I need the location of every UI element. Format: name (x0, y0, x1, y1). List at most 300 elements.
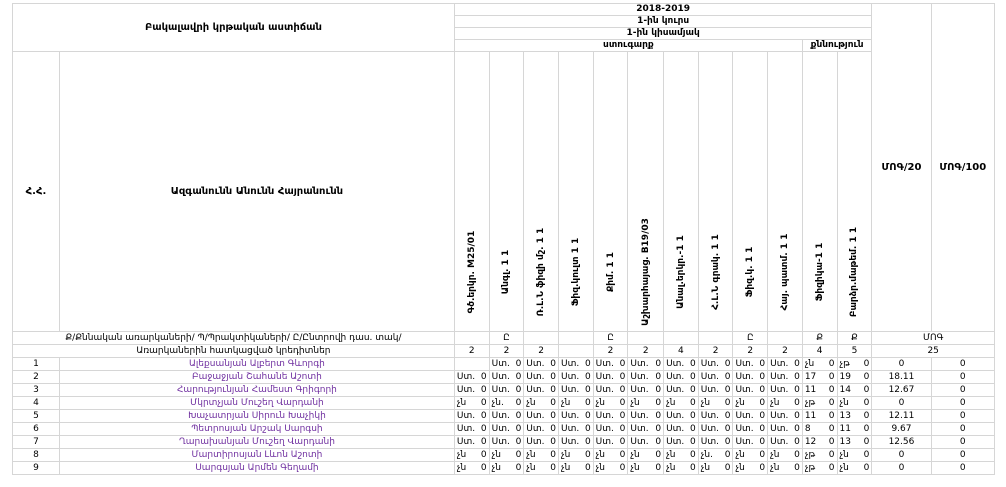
credits-total: 25 (872, 345, 995, 358)
grade-value: Ստ. (595, 424, 614, 434)
grade-value: չն (770, 450, 780, 460)
credits-label: Առարկաներին հատկացված կրեդիտներ (13, 345, 455, 358)
grade-value: Ստ. (666, 437, 685, 447)
grade-points: 0 (863, 398, 870, 408)
grade-points: 0 (655, 450, 662, 460)
student-name: Ղարախանյան Մուշեղ Վարդանի (59, 436, 454, 449)
grade-points: 0 (655, 398, 662, 408)
grade-points: 0 (828, 398, 835, 408)
table-row (13, 436, 995, 449)
table-row (13, 358, 995, 371)
grade-value: չն (735, 398, 745, 408)
subject-label: Ֆիզ.կ. 1 1 (745, 246, 756, 298)
grade-points: 0 (724, 359, 731, 369)
gpa100-value: 0 (931, 358, 994, 371)
grade-value: չն (666, 398, 676, 408)
grade-points: 0 (584, 411, 591, 421)
grade-value: Ստ. (666, 385, 685, 395)
grade-cell (733, 371, 768, 384)
grade-value: չն. (700, 450, 713, 460)
grades-table (12, 3, 995, 475)
grade-points: 0 (619, 450, 626, 460)
grade-value: չն (456, 450, 467, 460)
grade-value: չն (735, 463, 745, 473)
student-number: 1 (13, 358, 60, 371)
grade-cell (454, 462, 489, 475)
grade-cell (698, 462, 733, 475)
grade-value: Ստ. (770, 424, 789, 434)
grade-points: 0 (759, 437, 766, 447)
grade-cell (628, 384, 664, 397)
grade-value: Ստ. (491, 411, 510, 421)
gpa100-value: 0 (931, 449, 994, 462)
subject-header (489, 52, 524, 332)
grade-points: 0 (724, 398, 731, 408)
grade-value: Ստ. (560, 411, 580, 421)
grade-points: 0 (759, 411, 766, 421)
grade-cell (628, 462, 664, 475)
grade-value: չն (526, 398, 536, 408)
subject-label: Անալ.երկր.-1 1 (675, 235, 686, 309)
grade-points: 0 (690, 398, 696, 408)
grade-cell (524, 371, 559, 384)
student-number: 8 (13, 449, 60, 462)
semester: 1-ին կիսամյակ (454, 28, 871, 40)
table-row (13, 384, 995, 397)
subject-header (524, 52, 559, 332)
grade-points: 0 (550, 372, 556, 382)
grade-value: Ստ. (491, 359, 510, 369)
grade-points: 0 (619, 411, 626, 421)
grade-value: Ստ. (770, 372, 789, 382)
subject-type: Ք (802, 332, 837, 345)
grade-value: չն (770, 398, 780, 408)
gpa100-value: 0 (931, 397, 994, 410)
grade-value: չն (595, 398, 606, 408)
gpa100-value: 0 (931, 410, 994, 423)
grade-points: 0 (828, 450, 835, 460)
grade-value: չն (560, 450, 571, 460)
grade-points: 0 (759, 450, 766, 460)
grade-cell (698, 410, 733, 423)
grade-value: չթ (804, 463, 816, 473)
grade-cell (524, 423, 559, 436)
gpa100-value: 0 (931, 423, 994, 436)
grade-cell (628, 410, 664, 423)
grade-value: 8 (804, 424, 811, 434)
grade-value: Ստ. (700, 372, 719, 382)
gpa20-value: 12.56 (872, 436, 931, 449)
grade-value: Ստ. (630, 411, 649, 421)
grade-value: չթ (804, 450, 816, 460)
grade-value: չն (456, 398, 467, 408)
grade-cell (489, 436, 524, 449)
grade-cell (454, 410, 489, 423)
grade-cell (802, 462, 837, 475)
grade-value: Ստ. (630, 437, 649, 447)
grade-points: 0 (515, 411, 522, 421)
grade-cell (698, 423, 733, 436)
grade-points: 0 (724, 450, 731, 460)
grade-value: Ստ. (456, 385, 476, 395)
grade-cell (768, 436, 803, 449)
grade-points: 0 (619, 359, 626, 369)
subject-label: Ֆիզիկա-1 1 (814, 242, 825, 302)
subject-credit: 2 (593, 345, 628, 358)
grade-points: 0 (690, 372, 696, 382)
grade-points: 0 (480, 463, 487, 473)
grade-value: Ստ. (630, 359, 649, 369)
grade-value: 11 (839, 424, 851, 434)
grade-value: Ստ. (666, 372, 685, 382)
grade-value: Ստ. (735, 359, 754, 369)
subject-label: Գծ.երկր. M25/01 (466, 230, 477, 314)
grade-cell (628, 358, 664, 371)
grade-value: չն (456, 463, 467, 473)
grade-value: չթ (839, 359, 850, 369)
grade-points: 0 (480, 372, 487, 382)
grade-points: 0 (515, 463, 522, 473)
gpa20-value: 0 (872, 462, 931, 475)
grade-value: Ստ. (491, 372, 510, 382)
subject-credit: 2 (733, 345, 768, 358)
grade-value: Ստ. (735, 385, 754, 395)
grade-value: Ստ. (456, 424, 476, 434)
grade-points: 0 (794, 463, 800, 473)
subject-credit (558, 345, 593, 358)
grade-points: 0 (690, 437, 696, 447)
grade-cell (837, 410, 872, 423)
grade-value: Ստ. (491, 437, 510, 447)
student-number: 7 (13, 436, 60, 449)
subject-header (454, 52, 489, 332)
grade-points: 0 (828, 424, 835, 434)
grade-cell (698, 358, 733, 371)
grade-cell (664, 449, 699, 462)
grade-value: Ստ. (595, 385, 614, 395)
grade-cell (628, 423, 664, 436)
grade-cell (802, 423, 837, 436)
grade-cell (628, 436, 664, 449)
grade-cell (768, 462, 803, 475)
grade-points: 0 (584, 450, 591, 460)
grade-value: Ստ. (735, 424, 754, 434)
grade-value: Ստ. (491, 424, 510, 434)
grade-points: 0 (584, 359, 591, 369)
grade-value: չն (770, 463, 780, 473)
subject-credit: 2 (454, 345, 489, 358)
subject-label: Ռ.Լ.Ն ֆիզի մշ. 1 1 (536, 227, 547, 317)
grade-cell (558, 397, 593, 410)
grade-value: Ստ. (770, 411, 789, 421)
subject-type (558, 332, 593, 345)
grade-points: 0 (794, 398, 800, 408)
grade-points: 0 (759, 385, 766, 395)
grade-cell (837, 449, 872, 462)
grade-points: 0 (655, 385, 662, 395)
grade-cell (489, 410, 524, 423)
grade-value: Ստ. (526, 385, 545, 395)
grade-value: չն (560, 398, 571, 408)
subject-header (802, 52, 837, 332)
grade-cell (733, 449, 768, 462)
grade-cell (802, 384, 837, 397)
table-row (13, 371, 995, 384)
grade-points: 0 (828, 385, 835, 395)
grade-cell (837, 397, 872, 410)
grade-value: Ստ. (526, 424, 545, 434)
subject-header (698, 52, 733, 332)
grade-points: 0 (550, 411, 556, 421)
grade-value: Ստ. (595, 372, 614, 382)
grade-points: 0 (724, 463, 731, 473)
gpa20-value: 0 (872, 397, 931, 410)
student-number: 6 (13, 423, 60, 436)
grade-points: 0 (794, 411, 800, 421)
grade-points: 0 (655, 359, 662, 369)
grade-cell (802, 397, 837, 410)
subject-type: Ը (593, 332, 628, 345)
grade-value: չն (526, 450, 536, 460)
grade-value: չն (804, 359, 815, 369)
grade-cell (558, 384, 593, 397)
grade-points: 0 (863, 437, 870, 447)
grade-points: 0 (759, 359, 766, 369)
grade-points: 0 (480, 450, 487, 460)
grade-cell (593, 423, 628, 436)
grade-value: 11 (804, 385, 817, 395)
grade-cell (524, 410, 559, 423)
grade-points: 0 (584, 398, 591, 408)
grade-cell (524, 436, 559, 449)
grade-cell (802, 410, 837, 423)
grade-value: Ստ. (700, 359, 719, 369)
grade-cell (768, 384, 803, 397)
subject-label: Անգլ. 1 1 (501, 249, 512, 295)
grade-cell (664, 384, 699, 397)
grade-cell (768, 397, 803, 410)
grade-cell (489, 449, 524, 462)
grade-value: չն (666, 450, 676, 460)
grade-points: 0 (794, 424, 800, 434)
student-name: Հարությունյան Համեստ Գրիգորի (59, 384, 454, 397)
grade-points: 0 (655, 437, 662, 447)
grade-cell (733, 397, 768, 410)
grade-cell (454, 384, 489, 397)
grade-value: Ստ. (560, 359, 580, 369)
grade-value: չն (839, 398, 849, 408)
grade-value: չն (630, 463, 640, 473)
grade-points: 0 (515, 372, 522, 382)
grade-value: Ստ. (526, 359, 545, 369)
grade-points: 0 (794, 372, 800, 382)
subject-label: Բարձր.մաթեմ. 1 1 (849, 226, 860, 318)
grade-cell (837, 436, 872, 449)
grade-points: 0 (759, 372, 766, 382)
student-name: Մկրտչյան Մուշեղ Վարդանի (59, 397, 454, 410)
grade-points: 0 (655, 424, 662, 434)
grade-value: 14 (839, 385, 851, 395)
grade-cell (733, 436, 768, 449)
grade-cell (664, 423, 699, 436)
grade-value: Ստ. (770, 437, 789, 447)
grade-points: 0 (550, 463, 556, 473)
grade-value: 13 (839, 437, 851, 447)
grade-cell (489, 371, 524, 384)
grade-points: 0 (480, 398, 487, 408)
grade-cell (664, 358, 699, 371)
grade-points: 0 (584, 437, 591, 447)
grade-cell (558, 436, 593, 449)
types-gpa: ՄՈԳ (872, 332, 995, 345)
grade-cell (558, 423, 593, 436)
grade-points: 0 (619, 463, 626, 473)
grade-cell (593, 371, 628, 384)
grade-cell (593, 384, 628, 397)
grade-value: չթ (804, 398, 816, 408)
grade-points: 0 (690, 424, 696, 434)
grade-cell (664, 397, 699, 410)
grade-cell (489, 397, 524, 410)
grade-value: Ստ. (456, 411, 476, 421)
grade-value: 19 (839, 372, 851, 382)
grade-cell (768, 410, 803, 423)
grade-cell (837, 462, 872, 475)
grade-cell (628, 449, 664, 462)
grade-value: Ստ. (700, 437, 719, 447)
subject-header (628, 52, 664, 332)
grade-cell (524, 462, 559, 475)
student-name: Մարտիրոսյան Լևոն Աշոտի (59, 449, 454, 462)
subject-type (768, 332, 803, 345)
grade-cell (733, 462, 768, 475)
student-name: Բաջաջյան Շահանե Աշոտի (59, 371, 454, 384)
subject-label: Քիմ. 1 1 (605, 251, 616, 293)
grade-value: չն (491, 450, 501, 460)
gpa20-value: 9.67 (872, 423, 931, 436)
grade-cell (558, 462, 593, 475)
grade-points: 0 (550, 424, 556, 434)
grade-cell (733, 358, 768, 371)
subject-header (593, 52, 628, 332)
grade-value: Ստ. (560, 372, 580, 382)
grade-value: չն (839, 463, 849, 473)
grade-cell (524, 449, 559, 462)
grade-cell (489, 462, 524, 475)
grade-cell (593, 462, 628, 475)
grade-points: 0 (619, 398, 626, 408)
subject-type: Ը (733, 332, 768, 345)
grade-points: 0 (759, 398, 766, 408)
grade-points: 0 (515, 359, 522, 369)
grade-value: Ստ. (560, 424, 580, 434)
grade-cell (524, 384, 559, 397)
subject-type (454, 332, 489, 345)
grade-points: 0 (515, 437, 522, 447)
grade-points: 0 (863, 463, 870, 473)
grade-cell (837, 358, 872, 371)
table-row (13, 423, 995, 436)
subject-credit: 4 (664, 345, 699, 358)
subject-type: Ք (837, 332, 872, 345)
subject-label: Հայ. պատմ. 1 1 (779, 233, 790, 311)
grade-cell (733, 423, 768, 436)
grade-cell (628, 371, 664, 384)
grade-cell (698, 371, 733, 384)
exam-group-header: քննություն (802, 40, 872, 52)
grade-value: չն (630, 398, 640, 408)
grade-value: չն (630, 450, 640, 460)
grade-value: Ստ. (770, 359, 789, 369)
name-header: Ազգանունն Անունն Հայրանունն (59, 52, 454, 332)
grade-points: 0 (828, 463, 835, 473)
grade-cell (664, 410, 699, 423)
grade-points: 0 (550, 450, 556, 460)
grade-points: 0 (794, 437, 800, 447)
number-header: Հ.Հ. (13, 52, 60, 332)
grade-value: Ստ. (560, 437, 580, 447)
grade-points: 0 (550, 359, 556, 369)
grade-value: 12 (804, 437, 817, 447)
grade-value: Ստ. (526, 372, 545, 382)
grade-cell (593, 358, 628, 371)
subject-label: Ֆիզ.կուլտ 1 1 (570, 237, 581, 307)
grade-points: 0 (690, 359, 696, 369)
credit-group-header: ստուգարք (454, 40, 802, 52)
grade-points: 0 (828, 359, 835, 369)
grade-points: 0 (690, 450, 696, 460)
academic-year: 2018-2019 (454, 4, 871, 16)
grade-cell (628, 397, 664, 410)
grade-cell (489, 358, 524, 371)
grade-cell (802, 449, 837, 462)
grade-value: Ստ. (595, 411, 614, 421)
table-row (13, 397, 995, 410)
grade-cell (558, 410, 593, 423)
grade-points: 0 (724, 437, 731, 447)
subject-type: Ը (489, 332, 524, 345)
grade-value: Ստ. (666, 411, 685, 421)
student-name: Ալեքսանյան Ալբերտ Գևորգի (59, 358, 454, 371)
grade-value: չն (560, 463, 571, 473)
grade-value: Ստ. (666, 424, 685, 434)
subject-type (628, 332, 664, 345)
grade-cell (454, 371, 489, 384)
student-name: Խաչատրյան Սիրուն Խաչիկի (59, 410, 454, 423)
grade-cell (489, 384, 524, 397)
subject-label: Հ.Լ.Ն գրակ. 1 1 (710, 234, 721, 310)
grade-points: 0 (480, 411, 487, 421)
grade-value: Ստ. (700, 411, 719, 421)
grade-cell (733, 384, 768, 397)
grade-points: 0 (724, 385, 731, 395)
grade-points: 0 (794, 359, 800, 369)
grade-value: Ստ. (630, 372, 649, 382)
subject-credit: 2 (489, 345, 524, 358)
grade-cell (837, 423, 872, 436)
grade-points: 0 (655, 372, 662, 382)
grade-value: չն (700, 398, 711, 408)
gpa20-value: 0 (872, 449, 931, 462)
grade-cell (558, 371, 593, 384)
grade-value: Ստ. (526, 437, 545, 447)
grade-points: 0 (550, 385, 556, 395)
grade-value: չն. (491, 398, 504, 408)
grade-cell (768, 358, 803, 371)
grade-points: 0 (619, 385, 626, 395)
subject-header (768, 52, 803, 332)
course: 1-ին կուրս (454, 16, 871, 28)
